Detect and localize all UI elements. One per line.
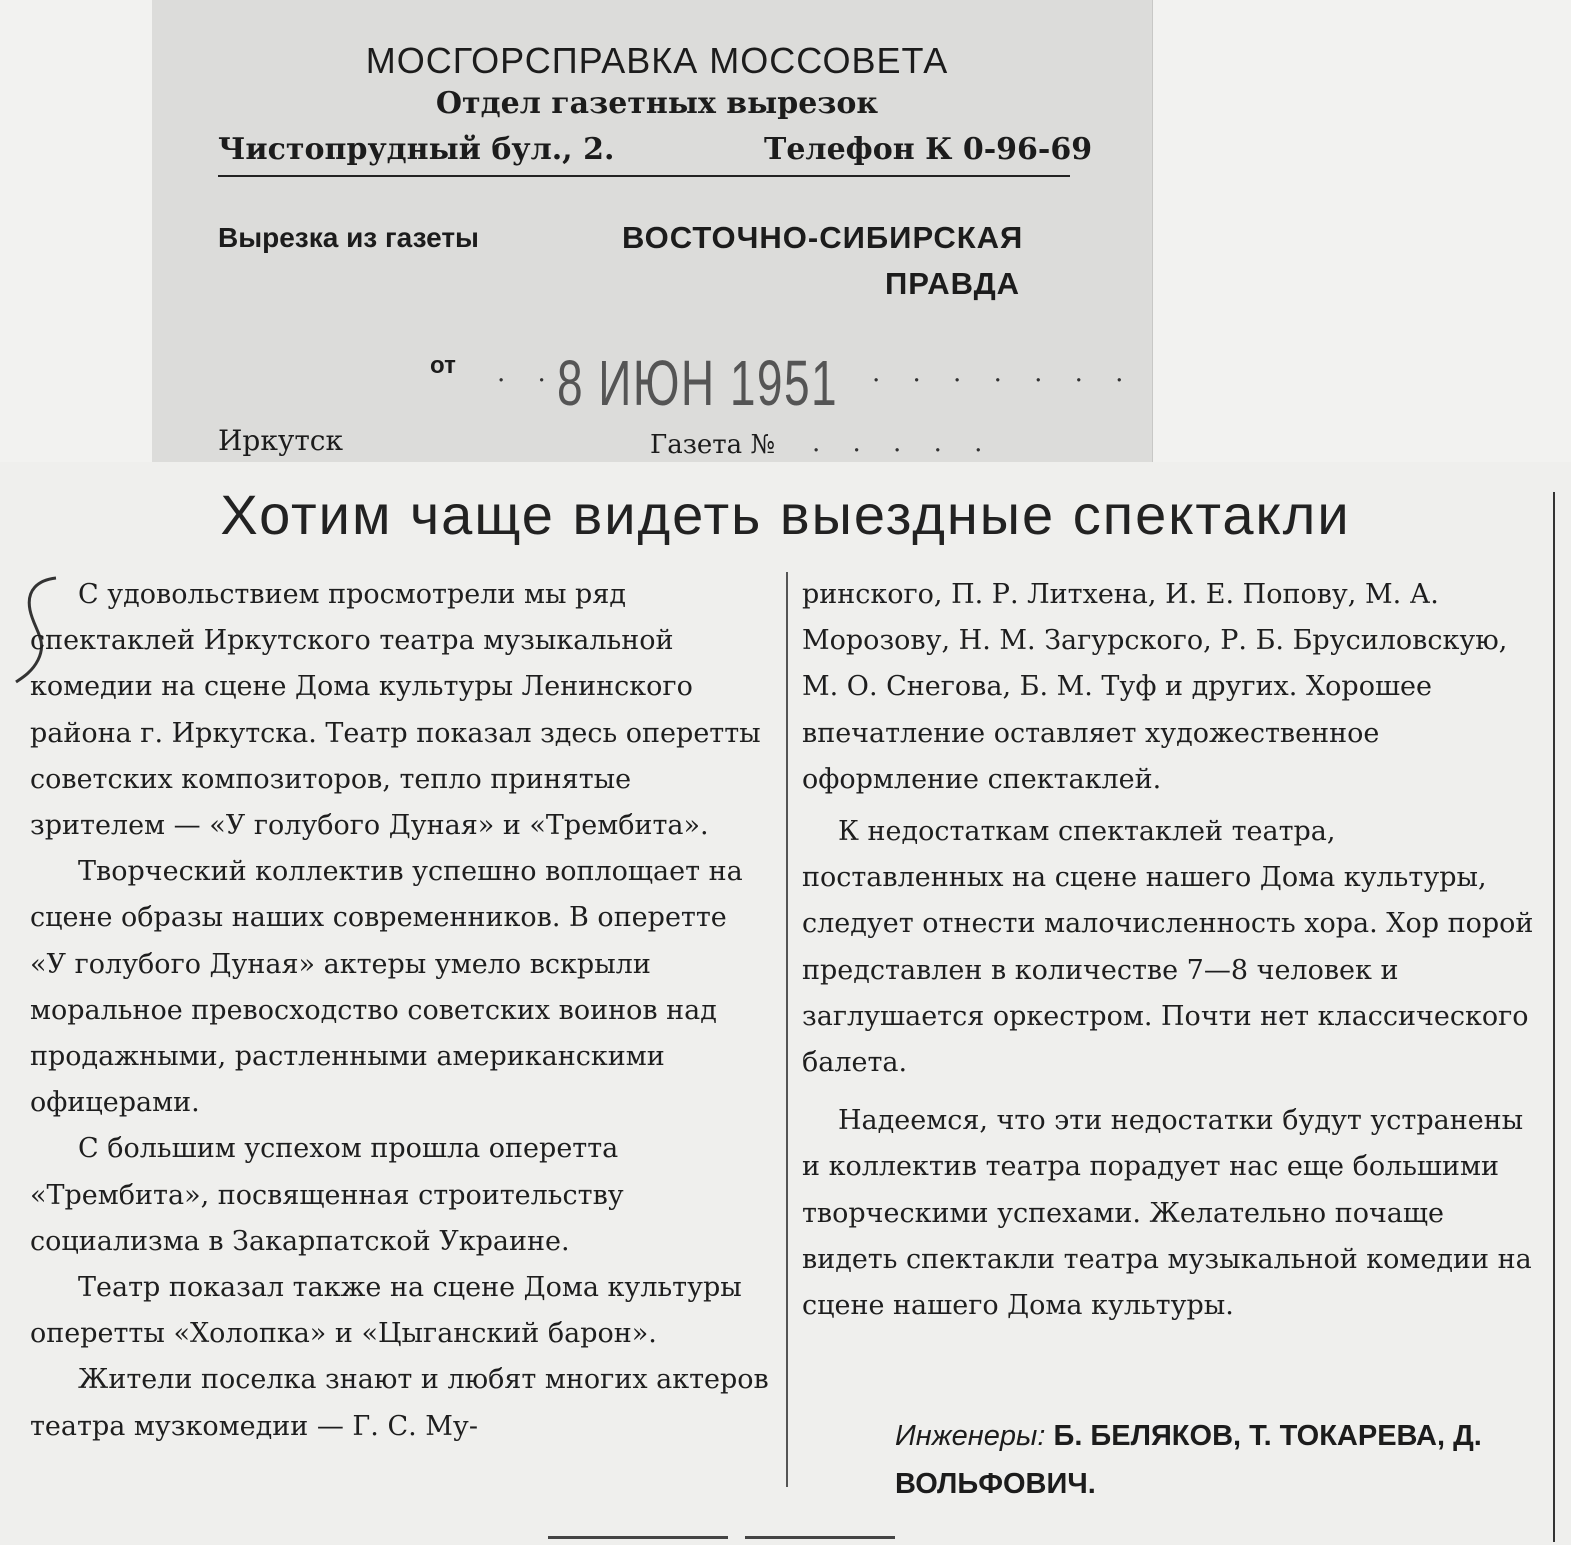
article-paragraph: Творческий коллектив успешно воплощает на сцене образы наших современников. В оперетте «У голубого Дуная» актеры умело вскрыли моральное превосходство советских воинов над продажными, растленными американскими офицерами.	[30, 856, 743, 1119]
city-name: Иркутск	[218, 424, 343, 457]
article-paragraph: Надеемся, что эти недостатки будут устранены и коллектив театра порадует нас еще большими творческими успехами. Желательно почаще видеть спектакли театра музыкальной комедии на сцене нашего Дома культуры.	[802, 1105, 1532, 1322]
issue-number-dots: . . . . .	[812, 428, 995, 458]
signature-names: Б. БЕЛЯКОВ, Т. ТОКАРЕВА, Д. ВОЛЬФОВИЧ.	[895, 1420, 1482, 1500]
date-stamp: 8 ИЮН 1951	[557, 347, 839, 419]
clipping-label: Вырезка из газеты	[218, 222, 479, 253]
clipping-service-header	[152, 0, 1153, 462]
issue-number-label: Газета №	[650, 430, 776, 460]
article-paragraph: К недостаткам спектаклей театра, поставленных на сцене нашего Дома культуры, следует отнести малочисленность хора. Хор порой представлен в количестве 7—8 человек и заглушается оркестром. Почти нет классического балета.	[802, 816, 1534, 1079]
article-headline: Хотим чаще видеть выездные спектакли	[220, 483, 1351, 546]
article-paragraph: Театр показал также на сцене Дома культуры оперетты «Холопка» и «Цыганский барон».	[30, 1272, 742, 1350]
date-from-label: от	[430, 352, 456, 379]
bottom-rule-right	[745, 1536, 895, 1539]
date-fill-dots: . .	[497, 358, 558, 388]
article-paragraph: С большим успехом прошла оперетта «Трембита», посвященная строительству социализма в Закарпатской Украине.	[30, 1133, 624, 1257]
column-divider	[786, 572, 788, 1487]
newspaper-name-line2: ПРАВДА	[885, 266, 1021, 301]
date-fill-dots-right: . . . . . . .	[872, 358, 1136, 388]
department-name: Отдел газетных вырезок	[435, 86, 879, 121]
article-signature	[895, 1412, 1535, 1508]
bottom-rule-left	[548, 1536, 728, 1539]
header-divider	[218, 175, 1070, 177]
article-clipping	[0, 462, 1571, 1545]
agency-address: Чистопрудный бул., 2.	[218, 132, 615, 167]
agency-phone: Телефон К 0-96-69	[764, 132, 1093, 167]
clipping-edge-line	[1553, 492, 1555, 1542]
agency-name: МОСГОРСПРАВКА МОССОВЕТА	[365, 40, 949, 81]
article-paragraph: Жители поселка знают и любят многих актеров театра музкомедии — Г. С. Му-	[30, 1364, 769, 1442]
article-column-right	[802, 572, 1537, 1329]
newspaper-name-line1: ВОСТОЧНО-СИБИРСКАЯ	[622, 220, 1024, 255]
signature-label: Инженеры:	[895, 1420, 1046, 1452]
article-paragraph: С удовольствием просмотрели мы ряд спектаклей Иркутского театра музыкальной комедии на сцене Дома культуры Ленинского района г. Иркутска. Театр показал здесь оперетты советских композиторов, тепло принятые зрителем — «У голубого Дуная» и «Трембита».	[30, 579, 761, 842]
article-column-left	[30, 572, 770, 1450]
article-paragraph: ринского, П. Р. Литхена, И. Е. Попову, М. А. Морозову, Н. М. Загурского, Р. Б. Брусиловскую, М. О. Снегова, Б. М. Туф и других. Хорошее впечатление оставляет художественное оформление спектаклей.	[802, 579, 1508, 795]
